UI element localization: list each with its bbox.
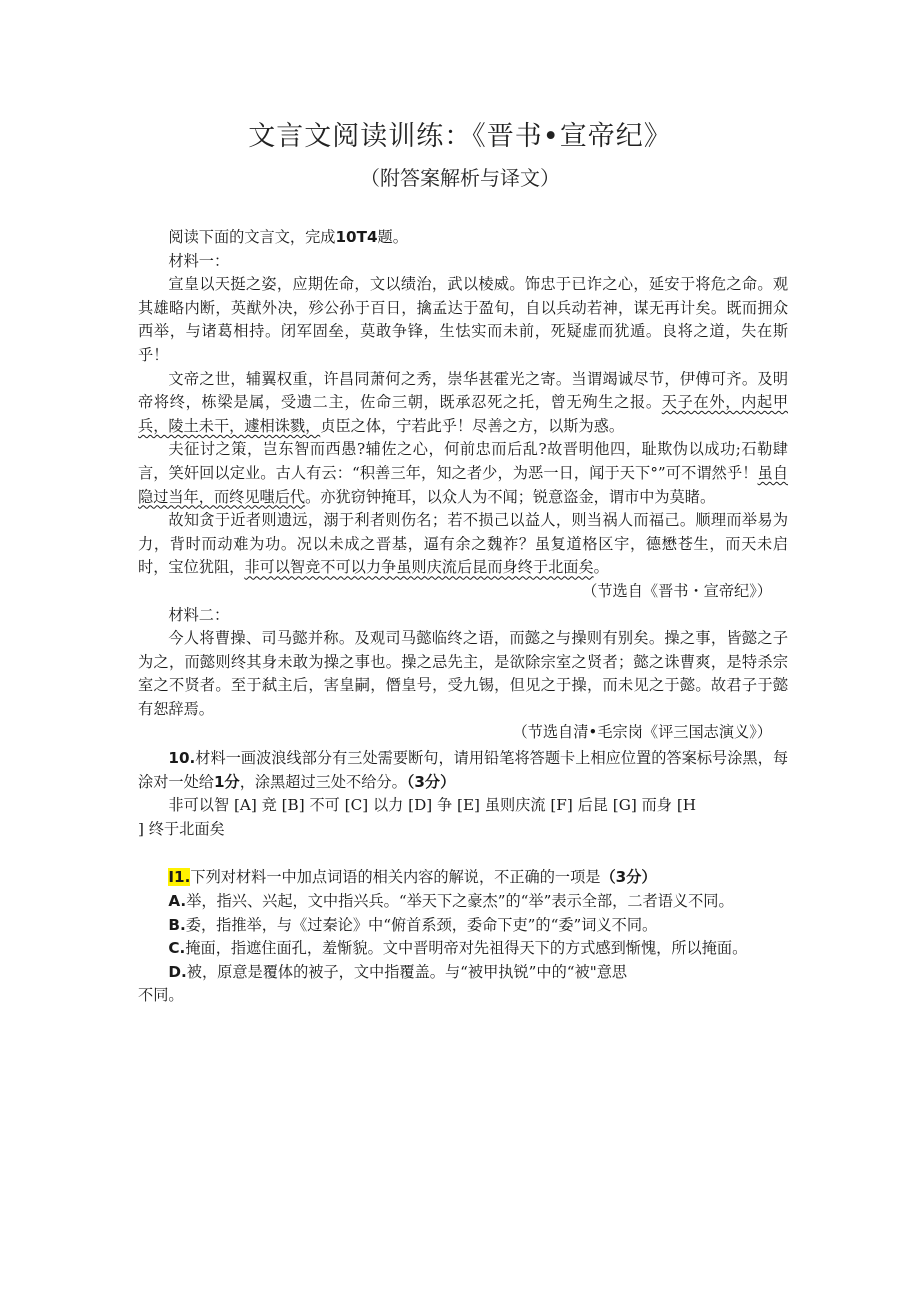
material1-paragraph-4	[138, 509, 788, 580]
p4-wavy-underlined: 非可以智竞不可以力争虽则庆流后昆而身终于北面矣	[244, 558, 594, 577]
page-title: 文言文阅读训练：《晋书•宣帝纪》	[248, 121, 672, 152]
p4-text-a: 故知贪于近者则遗远，溺于利者则伤名；若不损己以益人，则当祸人而福己。顺理而举易为力，背时而动难为功。况以未成之晋基，逼有余之魏祚？虽复道格区宇，德懋苍生，而天未启时，宝位犹阻，	[138, 511, 788, 577]
p3-underlined: 虽自隐过当年，而终见嗤后代	[138, 463, 789, 506]
option-b-text: 委，指推举，与《过秦论》中“俯首系颈，委命下吏”的“委”词义不同。	[185, 915, 658, 934]
material1-paragraph-1: 宣皇以天挺之姿，应期佐命，文以绩治，武以棱威。饰忠于已诈之心，延安于将危之命。观其雄略内断，英猷外决，殄公孙于百日，擒孟达于盈旬，自以兵动若神，谋无再计矣。既而拥众西举，与诸葛相持。闭军固垒，莫敢争锋，生怯实而未前，死疑虚而犹遁。良将之道，失在斯乎！	[138, 275, 788, 364]
q10-options-line-2: ] 终于北面矣	[138, 819, 225, 838]
p2-text-a: 文帝之世，辅翼权重，许昌同萧何之秀，崇华甚霍光之寄。当谓竭诚尽节，伊傅可齐。及明帝将终，栋梁是属，受遗二主，佐命三朝，既承忍死之托，曾无殉生之报。	[138, 369, 788, 412]
q10-text: 材料一画波浪线部分有三处需要断句，请用铅笔将答题卡上相应位置的答案标号涂黑，每涂对一处给	[138, 749, 788, 791]
q11-option-d-continued: 不同。	[138, 986, 184, 1005]
q11-option-d	[138, 961, 788, 985]
option-c-label: C.	[168, 939, 186, 958]
q10-text-2: ，涂黑超过三处不给分。	[239, 772, 407, 791]
p2-text-b: 贞臣之体，宁若此乎！尽善之方，以斯为惑。	[320, 416, 624, 435]
instruction-line	[138, 226, 788, 250]
q10-number: 10.	[168, 749, 196, 768]
material1-label: 材料一：	[168, 251, 230, 270]
option-c-text: 掩面，指遮住面孔，羞惭貌。文中晋明帝对先祖得天下的方式感到惭愧，所以掩面。	[185, 939, 748, 958]
instruction-suffix: 题。	[377, 228, 408, 246]
q11-option-a	[138, 890, 788, 914]
option-b-label: B.	[168, 915, 186, 934]
material1-paragraph-2	[138, 368, 788, 439]
material1-source: （节选自《晋书・宣帝纪》）	[582, 581, 772, 600]
q10-options-line-1: 非可以智 [A] 竞 [B] 不可 [C] 以力 [D] 争 [E] 虽则庆流 [F] 后昆 [G] 而身 [H	[168, 796, 696, 815]
p2-underlined: 天子在外，内起甲兵，陵土未干，遽相诛戮，	[138, 393, 789, 435]
option-a-text: 举，指兴、兴起，文中指兴兵。“举天下之豪杰”的“举”表示全部，二者语义不同。	[186, 892, 734, 911]
material1-paragraph-3	[138, 438, 788, 509]
q10-score: （3分）	[406, 772, 456, 791]
p4-text-b: 。	[593, 558, 609, 577]
q10-points: 1分	[213, 772, 240, 791]
q11-option-c	[138, 937, 788, 961]
material2-label: 材料二：	[168, 605, 230, 624]
q11-option-b	[138, 914, 788, 938]
question-11	[138, 866, 788, 890]
option-a-label: A.	[168, 892, 187, 911]
page-subtitle: （附答案解析与译文）	[360, 166, 560, 190]
material2-paragraph: 今人将曹操、司马懿并称。及观司马懿临终之语，而懿之与操则有别矣。操之事，皆懿之子为之，而懿则终其身未敢为操之事也。操之忌先主，是欲除宗室之贤者；懿之诛曹爽，是特杀宗室之不贤者。至于弑主后，害皇嗣，僭皇号，受九锡，但见之于操，而未见之于懿。故君子于懿有恕辞焉。	[138, 629, 788, 718]
material2-source: （节选自清•毛宗岗《评三国志演义》）	[512, 723, 772, 742]
q11-score: （3分）	[600, 868, 657, 887]
q11-number-highlight: I1.	[168, 868, 191, 887]
question-10	[138, 747, 788, 794]
instruction-text: 阅读下面的文言文，完成	[168, 228, 336, 246]
q11-text: 下列对材料一中加点词语的相关内容的解说，不正确的一项是	[190, 868, 601, 887]
instruction-number: 10T4	[335, 228, 378, 246]
spacer	[138, 841, 788, 864]
option-d-label: D.	[168, 962, 187, 981]
option-d-text: 被，原意是覆体的被子，文中指覆盖。与“被甲执锐”中的“被"意思	[186, 962, 628, 981]
document-body	[138, 226, 788, 1008]
p3-text-a: 夫征讨之策，岂东智而西愚?辅佐之心，何前忠而后乱?故晋明他四，耻欺伪以成功;石勒肆言，笑奸回以定业。古人有云：“积善三年，知之者少，为恶一日，闻于天下°”可不谓然乎！	[138, 440, 788, 482]
p3-text-b: 。亦犹窃钟掩耳，以众人为不闻；锐意盗金，谓市中为莫睹。	[305, 487, 716, 506]
